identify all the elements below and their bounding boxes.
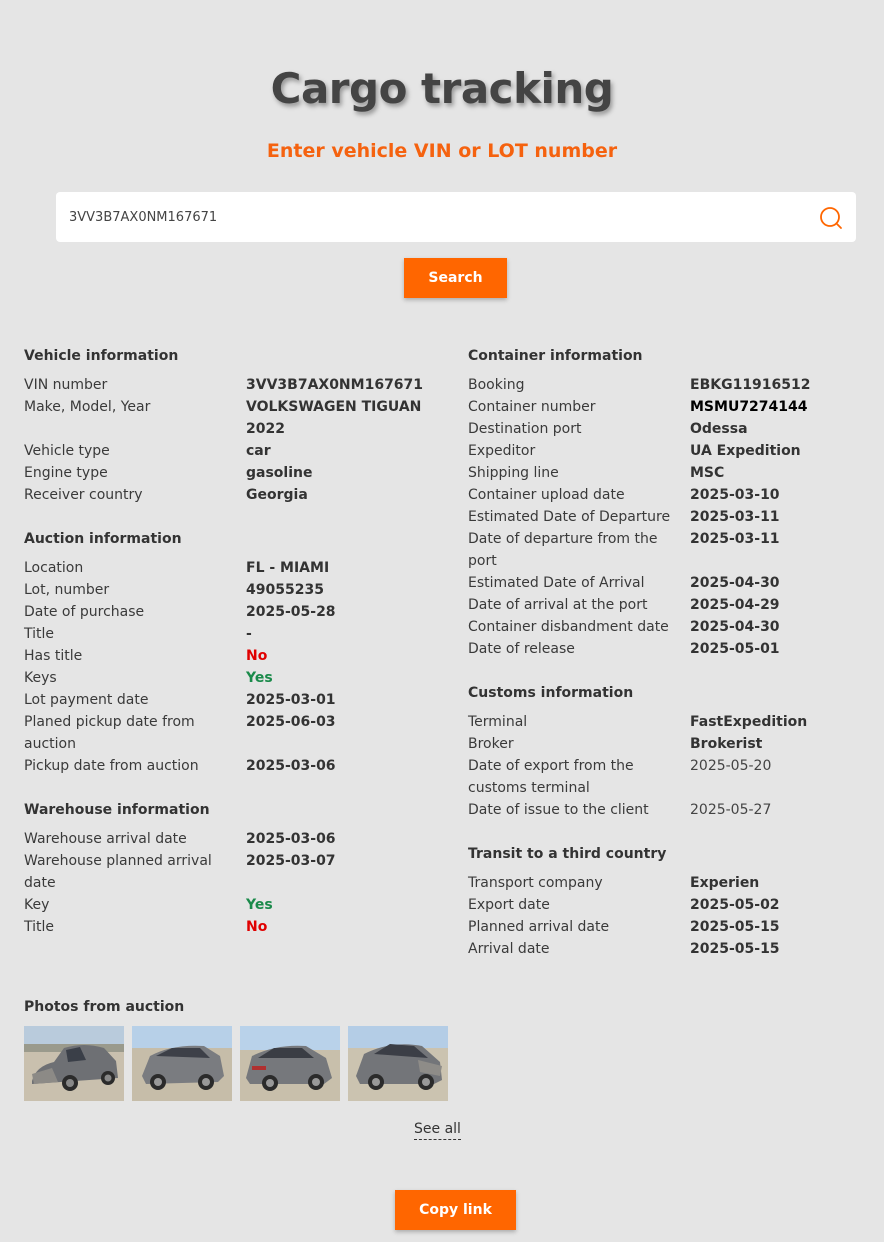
row-value: 3VV3B7AX0NM167671 xyxy=(246,377,424,393)
row-label: Planed pickup date from auction xyxy=(24,714,195,752)
page-subtitle: Enter vehicle VIN or LOT number xyxy=(266,140,618,162)
row-value: 2025-03-06 xyxy=(246,831,336,847)
info-row xyxy=(468,396,884,418)
row-label: Key xyxy=(24,897,50,913)
auction-info-section xyxy=(24,529,444,777)
row-value: No xyxy=(246,648,268,664)
row-label: Warehouse planned arrival date xyxy=(24,853,212,891)
row-label: Date of arrival at the port xyxy=(468,597,648,613)
row-value: FL - MIAMI xyxy=(246,560,330,576)
info-row xyxy=(24,440,444,462)
row-label: Date of departure from the port xyxy=(468,531,658,569)
info-row xyxy=(468,440,884,462)
row-value: 2025-05-15 xyxy=(690,941,780,957)
info-row xyxy=(468,916,884,938)
row-label: Container disbandment date xyxy=(468,619,669,635)
row-value: gasoline xyxy=(246,465,313,481)
section-title: Container information xyxy=(468,348,643,364)
info-row xyxy=(468,938,884,960)
row-label: Title xyxy=(24,626,55,642)
row-label: Container upload date xyxy=(468,487,625,503)
row-value: No xyxy=(246,919,268,935)
row-value: car xyxy=(246,443,271,459)
row-value: 2025-05-01 xyxy=(690,641,780,657)
search-icon[interactable] xyxy=(819,206,843,230)
info-row xyxy=(468,418,884,440)
row-value: 2025-03-10 xyxy=(690,487,780,503)
row-label: Date of release xyxy=(468,641,575,657)
info-row xyxy=(468,711,884,733)
info-row xyxy=(24,916,444,938)
row-value: 2025-04-30 xyxy=(690,575,780,591)
row-label: Title xyxy=(24,919,55,935)
row-value: Brokerist xyxy=(690,736,763,752)
info-row xyxy=(24,484,444,506)
copy-link-button[interactable]: Copy link xyxy=(395,1190,516,1230)
vehicle-info-section xyxy=(24,346,444,506)
row-value: 2025-05-02 xyxy=(690,897,780,913)
auction-photo-1[interactable] xyxy=(24,1026,124,1101)
row-label: Date of issue to the client xyxy=(468,802,649,818)
auction-photo-3[interactable] xyxy=(240,1026,340,1101)
row-label: Pickup date from auction xyxy=(24,758,199,774)
row-label: Engine type xyxy=(24,465,108,481)
page-title: Cargo tracking xyxy=(270,64,614,113)
row-label: Warehouse arrival date xyxy=(24,831,187,847)
info-row xyxy=(24,667,444,689)
search-box xyxy=(56,192,856,242)
info-row xyxy=(24,894,444,916)
container-info-section xyxy=(468,346,884,660)
row-value: MSMU7274144 xyxy=(690,399,808,415)
row-value: 2025-03-11 xyxy=(690,531,780,547)
info-row xyxy=(468,594,884,616)
photo-gallery xyxy=(24,1026,448,1101)
row-value: 2025-03-01 xyxy=(246,692,336,708)
section-title: Warehouse information xyxy=(24,802,210,818)
info-row xyxy=(24,374,444,396)
row-label: Date of export from the customs terminal xyxy=(468,758,634,796)
info-row xyxy=(468,616,884,638)
row-value: - xyxy=(246,626,252,642)
row-label: Terminal xyxy=(468,714,528,730)
auction-photo-2[interactable] xyxy=(132,1026,232,1101)
row-label: Export date xyxy=(468,897,550,913)
info-row xyxy=(24,601,444,623)
row-label: Lot payment date xyxy=(24,692,149,708)
info-row xyxy=(24,462,444,484)
row-value: UA Expedition xyxy=(690,443,801,459)
row-value: VOLKSWAGEN TIGUAN 2022 xyxy=(246,399,422,437)
info-row xyxy=(24,850,444,894)
customs-info-section xyxy=(468,683,884,821)
auction-photo-4[interactable] xyxy=(348,1026,448,1101)
row-value: MSC xyxy=(690,465,725,481)
info-row xyxy=(24,623,444,645)
info-row xyxy=(24,755,444,777)
row-label: Lot, number xyxy=(24,582,110,598)
row-label: Shipping line xyxy=(468,465,559,481)
row-value: 2025-03-07 xyxy=(246,853,336,869)
row-value: 2025-04-29 xyxy=(690,597,780,613)
row-value: 2025-03-06 xyxy=(246,758,336,774)
row-value: 2025-05-20 xyxy=(690,758,772,774)
info-row xyxy=(468,572,884,594)
warehouse-info-section xyxy=(24,800,444,938)
row-label: Receiver country xyxy=(24,487,143,503)
section-title: Auction information xyxy=(24,531,182,547)
row-value: Yes xyxy=(246,897,273,913)
row-label: Transport company xyxy=(468,875,603,891)
row-label: Estimated Date of Arrival xyxy=(468,575,645,591)
info-row xyxy=(468,872,884,894)
info-row xyxy=(468,733,884,755)
info-row xyxy=(468,799,884,821)
row-label: Location xyxy=(24,560,84,576)
row-label: Planned arrival date xyxy=(468,919,610,935)
row-value: 2025-03-11 xyxy=(690,509,780,525)
info-row xyxy=(468,755,884,799)
info-row xyxy=(468,528,884,572)
info-row xyxy=(24,689,444,711)
see-all-link[interactable]: See all xyxy=(414,1120,461,1140)
left-column xyxy=(24,346,444,961)
row-label: VIN number xyxy=(24,377,108,393)
info-row xyxy=(24,396,444,440)
section-title: Vehicle information xyxy=(24,348,179,364)
search-input[interactable] xyxy=(56,193,796,241)
row-value: FastExpedition xyxy=(690,714,808,730)
row-label: Destination port xyxy=(468,421,582,437)
info-row xyxy=(468,506,884,528)
transit-info-section xyxy=(468,844,884,960)
row-label: Vehicle type xyxy=(24,443,110,459)
row-value: 2025-04-30 xyxy=(690,619,780,635)
info-row xyxy=(24,645,444,667)
search-button[interactable]: Search xyxy=(404,258,507,298)
row-label: Booking xyxy=(468,377,525,393)
row-value: Odessa xyxy=(690,421,748,437)
row-label: Date of purchase xyxy=(24,604,145,620)
right-column xyxy=(468,346,884,983)
info-row xyxy=(468,484,884,506)
photos-title: Photos from auction xyxy=(24,999,185,1015)
row-value: Georgia xyxy=(246,487,308,503)
row-label: Arrival date xyxy=(468,941,550,957)
section-title: Transit to a third country xyxy=(468,846,667,862)
info-row xyxy=(24,557,444,579)
row-label: Keys xyxy=(24,670,57,686)
row-label: Has title xyxy=(24,648,83,664)
row-value: EBKG11916512 xyxy=(690,377,811,393)
row-label: Estimated Date of Departure xyxy=(468,509,671,525)
info-row xyxy=(24,579,444,601)
row-label: Container number xyxy=(468,399,596,415)
row-value: 2025-05-15 xyxy=(690,919,780,935)
row-value: Experien xyxy=(690,875,760,891)
info-row xyxy=(468,374,884,396)
info-row xyxy=(468,462,884,484)
row-value: 2025-06-03 xyxy=(246,714,336,730)
row-label: Expeditor xyxy=(468,443,536,459)
row-label: Make, Model, Year xyxy=(24,399,151,415)
section-title: Customs information xyxy=(468,685,634,701)
info-row xyxy=(24,711,444,755)
info-row xyxy=(468,638,884,660)
info-row xyxy=(24,828,444,850)
row-value: Yes xyxy=(246,670,273,686)
row-value: 2025-05-28 xyxy=(246,604,336,620)
row-value: 2025-05-27 xyxy=(690,802,772,818)
row-label: Broker xyxy=(468,736,514,752)
row-value: 49055235 xyxy=(246,582,324,598)
info-row xyxy=(468,894,884,916)
